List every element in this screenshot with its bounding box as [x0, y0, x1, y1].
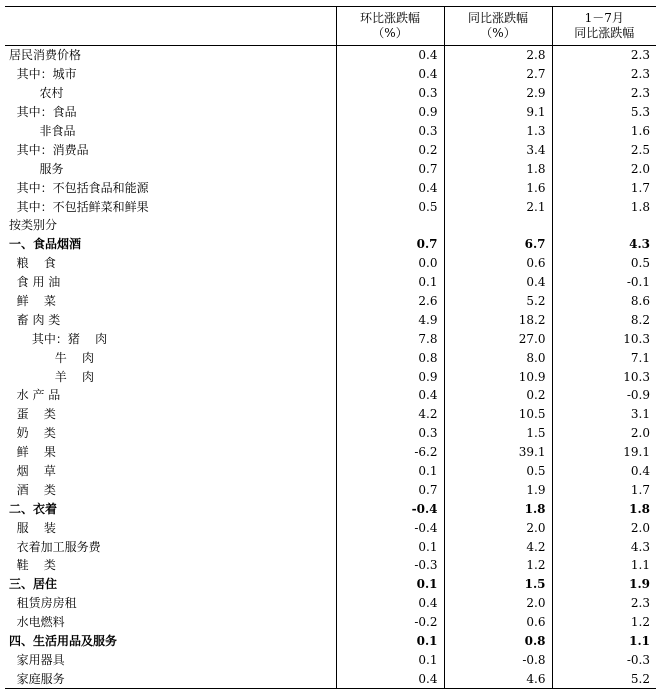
row-label: 奶 类	[9, 426, 56, 441]
row-yoy-value: 1.3	[444, 122, 552, 141]
row-ytd-value: -0.9	[552, 386, 656, 405]
header-yoy-line2: （%）	[480, 26, 516, 40]
row-yoy-value: 2.8	[444, 46, 552, 65]
table-row	[5, 651, 656, 670]
row-yoy-value: 10.5	[444, 405, 552, 424]
row-mom-value: 0.7	[336, 480, 444, 499]
row-mom-value: 0.4	[336, 386, 444, 405]
row-mom-value: 0.3	[336, 84, 444, 103]
row-yoy-value: 3.4	[444, 140, 552, 159]
table-row	[5, 103, 656, 122]
row-ytd-value: 8.2	[552, 310, 656, 329]
table-row	[5, 122, 656, 141]
row-ytd-value: 10.3	[552, 367, 656, 386]
table-row	[5, 159, 656, 178]
row-label: 其中：猪 肉	[9, 331, 108, 346]
header-mom-line2: （%）	[372, 26, 408, 40]
table-row	[5, 65, 656, 84]
row-ytd-value: 5.3	[552, 103, 656, 122]
row-label: 农村	[9, 86, 64, 101]
row-ytd-value: 1.6	[552, 122, 656, 141]
row-ytd-value: 2.3	[552, 65, 656, 84]
row-ytd-value: 2.0	[552, 518, 656, 537]
row-yoy-value: 2.0	[444, 518, 552, 537]
row-ytd-value: 2.3	[552, 84, 656, 103]
table-row	[5, 178, 656, 197]
row-yoy-value: 0.2	[444, 386, 552, 405]
row-yoy-value: 2.7	[444, 65, 552, 84]
row-label: 鲜 菜	[9, 294, 56, 309]
row-ytd-value: 1.7	[552, 178, 656, 197]
row-label: 其中：消费品	[9, 142, 89, 157]
table-row	[5, 613, 656, 632]
row-label: 鲜 果	[9, 445, 56, 460]
header-yoy-line1: 同比涨跌幅	[467, 11, 528, 25]
row-yoy-value: 4.6	[444, 669, 552, 688]
row-ytd-value: 4.3	[552, 235, 656, 254]
row-yoy-value: 0.6	[444, 613, 552, 632]
row-ytd-value: 0.5	[552, 254, 656, 273]
row-mom-value: 0.7	[336, 159, 444, 178]
row-yoy-value: 1.8	[444, 159, 552, 178]
row-label: 服务	[9, 161, 64, 176]
table-row	[5, 632, 656, 651]
row-label: 其中：不包括食品和能源	[9, 180, 149, 195]
table-row	[5, 386, 656, 405]
row-label: 租赁房房租	[9, 596, 77, 611]
table-row	[5, 254, 656, 273]
row-ytd-value: -0.3	[552, 651, 656, 670]
table-row	[5, 46, 656, 65]
row-label: 服 装	[9, 520, 56, 535]
row-yoy-value	[444, 216, 552, 235]
row-mom-value: -0.2	[336, 613, 444, 632]
row-mom-value: 0.3	[336, 122, 444, 141]
row-mom-value: 0.4	[336, 46, 444, 65]
header-ytd-line2: 同比涨跌幅	[574, 26, 635, 40]
table-row	[5, 329, 656, 348]
table-row	[5, 480, 656, 499]
row-mom-value: 0.1	[336, 632, 444, 651]
row-mom-value: -0.4	[336, 518, 444, 537]
row-mom-value: 0.5	[336, 197, 444, 216]
row-mom-value: 0.7	[336, 235, 444, 254]
row-mom-value: -0.3	[336, 556, 444, 575]
row-yoy-value: 1.9	[444, 480, 552, 499]
row-mom-value: 7.8	[336, 329, 444, 348]
row-label: 食 用 油	[9, 275, 61, 290]
row-ytd-value: 1.8	[552, 499, 656, 518]
table-row	[5, 594, 656, 613]
table-row	[5, 443, 656, 462]
table-row	[5, 367, 656, 386]
table-row	[5, 462, 656, 481]
header-yoy	[444, 7, 552, 46]
row-yoy-value: 1.2	[444, 556, 552, 575]
row-yoy-value: 18.2	[444, 310, 552, 329]
row-yoy-value: 1.6	[444, 178, 552, 197]
table-row	[5, 348, 656, 367]
table-row	[5, 424, 656, 443]
row-mom-value: 2.6	[336, 292, 444, 311]
row-mom-value: 0.1	[336, 651, 444, 670]
row-ytd-value: 1.8	[552, 197, 656, 216]
header-blank	[5, 7, 336, 46]
row-ytd-value: 2.0	[552, 424, 656, 443]
row-mom-value: 0.1	[336, 575, 444, 594]
table-body	[5, 46, 656, 689]
row-ytd-value: 3.1	[552, 405, 656, 424]
row-ytd-value: 2.5	[552, 140, 656, 159]
row-yoy-value: 0.4	[444, 273, 552, 292]
table-row	[5, 499, 656, 518]
table-row	[5, 405, 656, 424]
row-ytd-value: 1.7	[552, 480, 656, 499]
row-ytd-value: 2.3	[552, 46, 656, 65]
row-yoy-value: 6.7	[444, 235, 552, 254]
row-label: 家用器具	[9, 652, 65, 667]
header-ytd	[552, 7, 656, 46]
row-label: 蛋 类	[9, 407, 56, 422]
row-label: 烟 草	[9, 464, 56, 479]
row-label: 按类别分	[9, 218, 58, 233]
row-label: 水 产 品	[9, 388, 61, 403]
row-yoy-value: 8.0	[444, 348, 552, 367]
row-ytd-value: 2.3	[552, 594, 656, 613]
row-mom-value: 0.4	[336, 65, 444, 84]
row-ytd-value: 5.2	[552, 669, 656, 688]
row-yoy-value: 2.1	[444, 197, 552, 216]
row-mom-value: 0.3	[336, 424, 444, 443]
table-row	[5, 575, 656, 594]
row-label: 鞋 类	[9, 558, 56, 573]
row-label: 一、食品烟酒	[9, 237, 82, 252]
cpi-table	[5, 6, 656, 689]
table-row	[5, 273, 656, 292]
row-ytd-value: 2.0	[552, 159, 656, 178]
table-row	[5, 537, 656, 556]
row-mom-value: 0.2	[336, 140, 444, 159]
row-yoy-value: 0.5	[444, 462, 552, 481]
row-yoy-value: -0.8	[444, 651, 552, 670]
row-mom-value: 4.2	[336, 405, 444, 424]
row-label: 酒 类	[9, 482, 56, 497]
row-label: 非食品	[9, 124, 76, 138]
row-yoy-value: 10.9	[444, 367, 552, 386]
row-ytd-value: -0.1	[552, 273, 656, 292]
row-mom-value: 0.9	[336, 103, 444, 122]
row-label: 居民消费价格	[9, 48, 82, 63]
row-mom-value: -0.4	[336, 499, 444, 518]
row-ytd-value: 1.2	[552, 613, 656, 632]
row-yoy-value: 5.2	[444, 292, 552, 311]
row-ytd-value: 1.9	[552, 575, 656, 594]
table-row	[5, 235, 656, 254]
row-mom-value: 0.4	[336, 669, 444, 688]
row-yoy-value: 9.1	[444, 103, 552, 122]
row-yoy-value: 2.0	[444, 594, 552, 613]
row-ytd-value: 8.6	[552, 292, 656, 311]
row-label: 二、衣着	[9, 501, 58, 516]
header-mom	[336, 7, 444, 46]
row-label: 畜 肉 类	[9, 312, 61, 327]
table-row	[5, 518, 656, 537]
row-yoy-value: 0.8	[444, 632, 552, 651]
row-label: 牛 肉	[9, 350, 95, 365]
row-yoy-value: 39.1	[444, 443, 552, 462]
row-label: 羊 肉	[9, 369, 95, 384]
row-yoy-value: 1.8	[444, 499, 552, 518]
row-label: 粮 食	[9, 256, 56, 271]
table-row	[5, 216, 656, 235]
row-ytd-value: 1.1	[552, 556, 656, 575]
row-mom-value: -6.2	[336, 443, 444, 462]
row-mom-value: 0.8	[336, 348, 444, 367]
header-mom-line1: 环比涨跌幅	[359, 11, 420, 25]
row-ytd-value: 1.1	[552, 632, 656, 651]
row-label: 四、生活用品及服务	[9, 634, 118, 649]
row-yoy-value: 4.2	[444, 537, 552, 556]
row-ytd-value: 4.3	[552, 537, 656, 556]
table-row	[5, 84, 656, 103]
row-mom-value: 0.4	[336, 594, 444, 613]
row-ytd-value: 10.3	[552, 329, 656, 348]
row-yoy-value: 0.6	[444, 254, 552, 273]
row-mom-value: 0.0	[336, 254, 444, 273]
row-label: 其中：城市	[9, 67, 77, 82]
row-label: 三、居住	[9, 577, 58, 592]
row-mom-value	[336, 216, 444, 235]
table-row	[5, 140, 656, 159]
row-mom-value: 0.1	[336, 537, 444, 556]
header-ytd-line1: 1－7月	[584, 11, 624, 25]
row-ytd-value: 19.1	[552, 443, 656, 462]
row-mom-value: 0.4	[336, 178, 444, 197]
row-yoy-value: 1.5	[444, 575, 552, 594]
row-yoy-value: 2.9	[444, 84, 552, 103]
row-mom-value: 0.1	[336, 462, 444, 481]
row-label: 其中：食品	[9, 105, 77, 120]
table-row	[5, 310, 656, 329]
row-ytd-value	[552, 216, 656, 235]
header-row	[5, 7, 656, 46]
table-row	[5, 556, 656, 575]
table-row	[5, 197, 656, 216]
row-yoy-value: 1.5	[444, 424, 552, 443]
row-ytd-value: 7.1	[552, 348, 656, 367]
row-mom-value: 0.1	[336, 273, 444, 292]
row-label: 衣着加工服务费	[9, 539, 101, 554]
row-label: 水电燃料	[9, 615, 65, 630]
row-label: 其中：不包括鲜菜和鲜果	[9, 199, 149, 214]
row-mom-value: 0.9	[336, 367, 444, 386]
table-row	[5, 292, 656, 311]
row-mom-value: 4.9	[336, 310, 444, 329]
row-ytd-value: 0.4	[552, 462, 656, 481]
row-yoy-value: 27.0	[444, 329, 552, 348]
row-label: 家庭服务	[5, 669, 336, 688]
